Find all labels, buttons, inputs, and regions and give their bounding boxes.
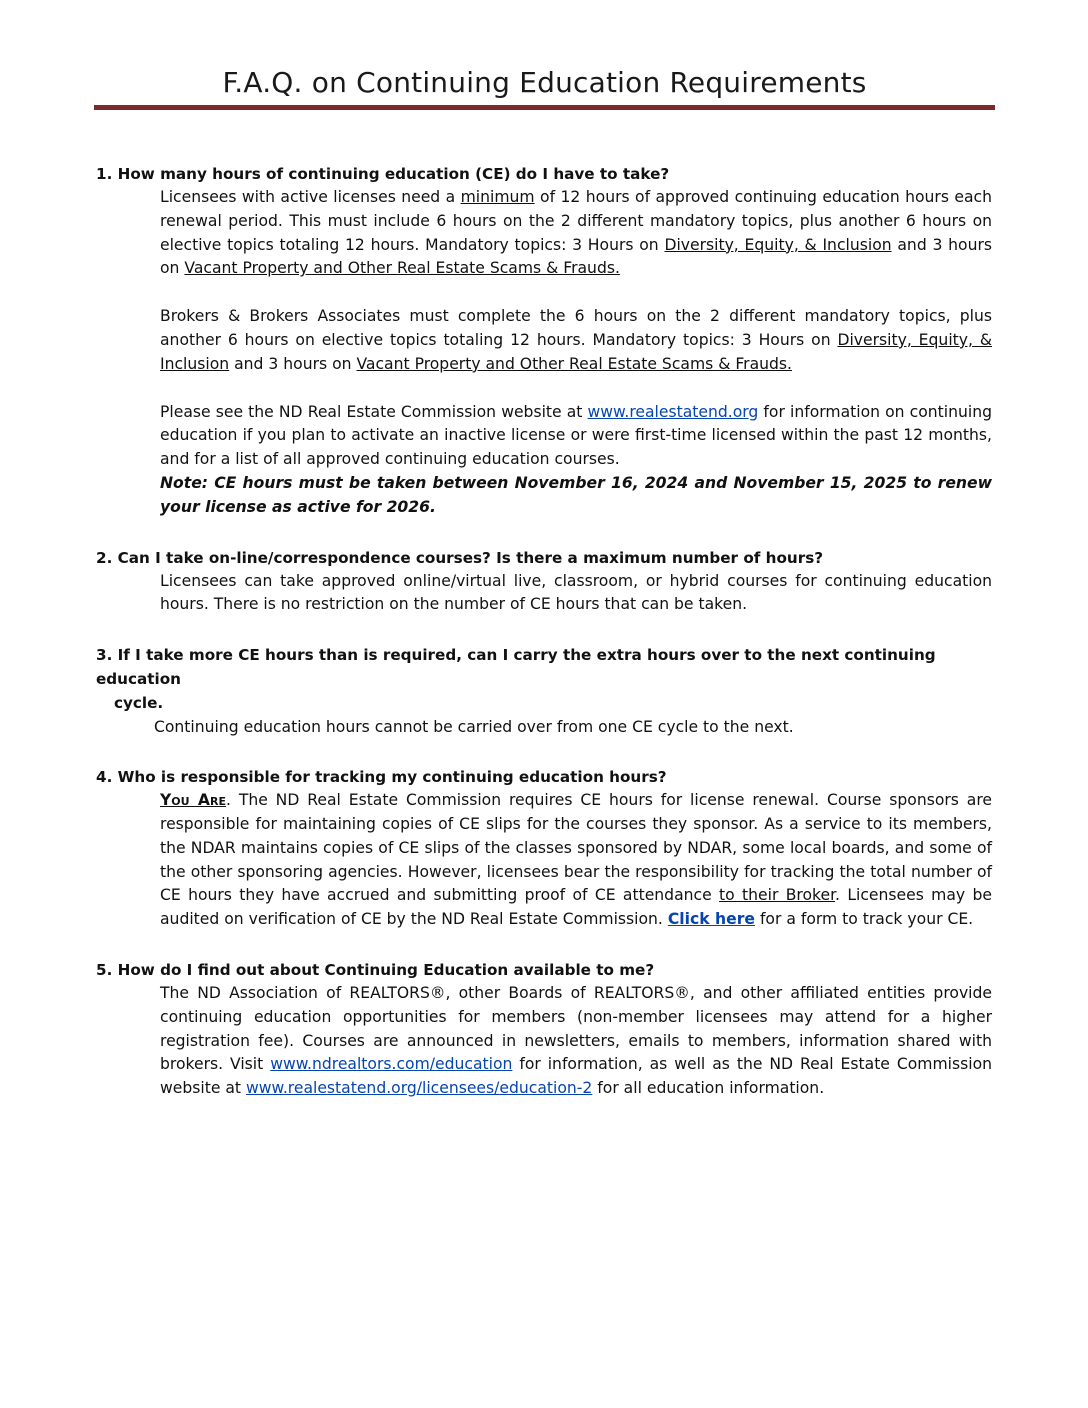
answer-1-paragraph-1: Licensees with active licenses need a minimum of 12 hours of approved continuing education hours each renewal period. This must include 6 hours on the 2 different mandatory topics, plus another 6 hours on elective topics totaling 12 hours. Mandatory topics: 3 Hours on Diversity, Equity, & Inclusion and 3 hours on Vacant Property and Other Real Estate Scams & Frauds. [160,188,993,278]
ndrealtors-education-link[interactable]: www.ndrealtors.com/education [270,1055,513,1074]
question-5: 5. How do I find out about Continuing Education available to me? [96,960,655,979]
title-divider [94,105,995,110]
answer-1-paragraph-3: Please see the ND Real Estate Commission website at www.realestatend.org for information on continuing education if you plan to activate an inactive license or were first-time licensed within the past 12 months, and for a list of all approved continuing education courses. [160,402,992,469]
faq-item-1 [96,162,996,520]
answer-5: The ND Association of REALTORS®, other Boards of REALTORS®, and other affiliated entities provide continuing education opportunities for members (non-member licensees may attend for a higher registration fee). Courses are announced in newsletters, emails to members, information shared with brokers. Visit www.ndrealtors.com/education for information, as well as the ND Real Estate Commission website at www.realestatend.org/licensees/education-2 for all education information. [160,983,992,1098]
realestatend-education-link[interactable]: www.realestatend.org/licensees/education-2 [246,1079,593,1098]
answer-1 [160,186,992,520]
question-2: 2. Can I take on-line/correspondence courses? Is there a maximum number of hours? [96,548,824,567]
faq-item-4 [96,765,996,932]
you-are-emphasis: You Are [160,791,226,810]
answer-3: Continuing education hours cannot be carried over from one CE cycle to the next. [154,718,794,737]
faq-item-3 [96,643,996,739]
faq-item-2 [96,546,996,618]
answer-4: You Are. The ND Real Estate Commission requires CE hours for license renewal. Course sponsors are responsible for maintaining copies of CE slips for the courses they sponsor. As a service to its members, the NDAR maintains copies of CE slips of the classes sponsored by NDAR, some local boards, and some of the other sponsoring agencies. However, licensees bear the responsibility for tracking the total number of CE hours they have accrued and submitting proof of CE attendance to their Broker. Licensees may be audited on verification of CE by the ND Real Estate Commission. Click here for a form to track your CE. [160,791,992,929]
ce-deadline-note: Note: CE hours must be taken between November 16, 2024 and November 15, 2025 to renew your license as active for 2026. [160,473,992,516]
faq-item-5 [96,958,996,1101]
click-here-link[interactable]: Click here [667,910,755,929]
question-3: 3. If I take more CE hours than is required, can I carry the extra hours over to the next continuing education cycle. [96,646,936,713]
faq-list [96,162,996,1101]
page-title: F.A.Q. on Continuing Education Requirements [222,66,867,99]
question-4: 4. Who is responsible for tracking my continuing education hours? [96,768,667,787]
realestatend-link[interactable]: www.realestatend.org [587,402,759,421]
question-1: 1. How many hours of continuing education (CE) do I have to take? [96,165,670,183]
answer-2: Licensees can take approved online/virtual live, classroom, or hybrid courses for continuing education hours. There is no restriction on the number of CE hours that can be taken. [160,571,992,614]
answer-1-paragraph-2: Brokers & Brokers Associates must complete the 6 hours on the 2 different mandatory topics, plus another 6 hours on elective topics totaling 12 hours. Mandatory topics: 3 Hours on Diversity, Equity, & Inclusion and 3 hours on Vacant Property and Other Real Estate Scams & Frauds. [160,307,992,373]
